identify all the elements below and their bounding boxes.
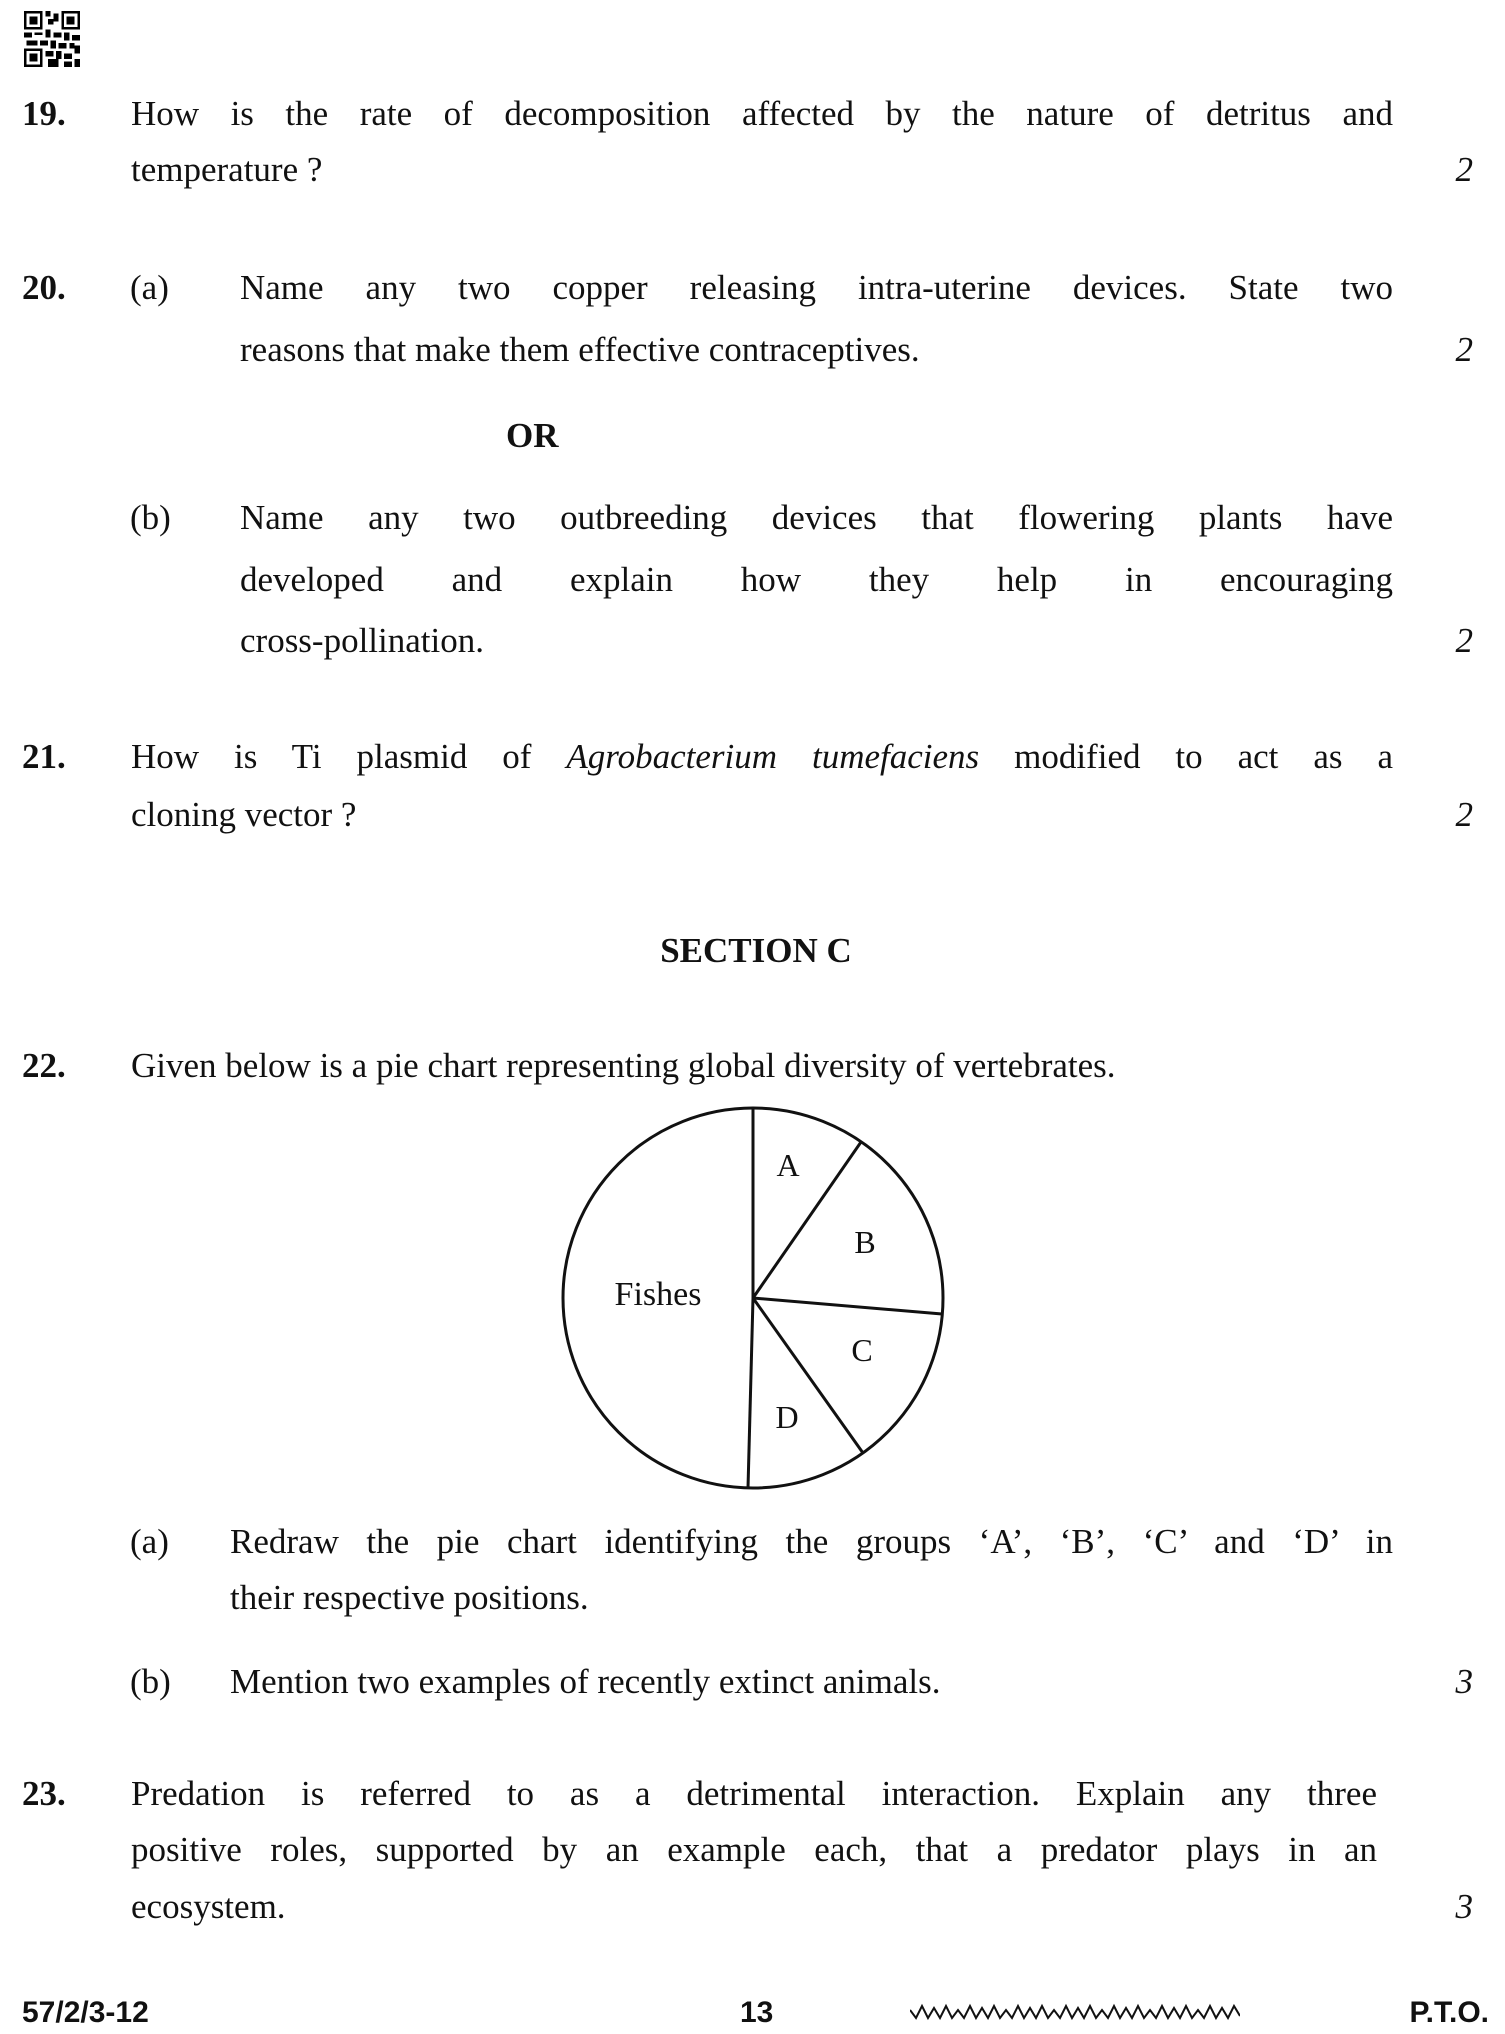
page-number: 13 [740, 1996, 774, 2029]
q20a-marks: 2 [1455, 330, 1473, 369]
q20b-marks: 2 [1455, 621, 1473, 660]
q23-line-3: ecosystem. [131, 1887, 286, 1926]
paper-code: 57/2/3-12 [22, 1996, 149, 2029]
q23-marks: 3 [1455, 1887, 1473, 1926]
q19-line-1: How is the rate of decomposition affected by the nature of detritus and [131, 94, 1393, 133]
q19-line-2: temperature ? [131, 150, 323, 189]
qr-code-icon [24, 10, 80, 68]
q23-line-2: positive roles, supported by an example each, that a predator plays in an [131, 1830, 1377, 1869]
q23-line-1: Predation is referred to as a detrimental interaction. Explain any three [131, 1774, 1377, 1813]
q20a-label: (a) [130, 268, 169, 307]
species-name: Agrobacterium tumefaciens [566, 737, 980, 776]
q21-line-1: How is Ti plasmid of Agrobacterium tumefaciens modified to act as a [131, 737, 1393, 776]
q22a-label: (a) [130, 1522, 169, 1561]
q20b-line-3: cross-pollination. [240, 621, 484, 660]
slice-label-c: C [851, 1332, 873, 1368]
slice-label-fishes: Fishes [614, 1276, 702, 1313]
q20a-line-2: reasons that make them effective contraceptives. [240, 330, 920, 369]
vertebrate-diversity-pie-chart [553, 1098, 953, 1498]
q22a-line-1: Redraw the pie chart identifying the groups ‘A’, ‘B’, ‘C’ and ‘D’ in [230, 1522, 1393, 1561]
q20b-line-2: developed and explain how they help in encouraging [240, 560, 1393, 599]
section-heading: SECTION C [660, 931, 852, 970]
question-number-19: 19. [22, 94, 66, 133]
q22b-label: (b) [130, 1662, 171, 1701]
q22a-line-2: their respective positions. [230, 1578, 589, 1617]
q22b-text: Mention two examples of recently extinct animals. [230, 1662, 941, 1701]
q20b-line-1: Name any two outbreeding devices that flowering plants have [240, 498, 1393, 537]
question-number-21: 21. [22, 737, 66, 776]
question-number-22: 22. [22, 1046, 66, 1085]
q20b-label: (b) [130, 498, 171, 537]
q19-marks: 2 [1455, 150, 1473, 189]
wavy-line-decoration [910, 2002, 1240, 2022]
please-turn-over: P.T.O. [1409, 1996, 1489, 2029]
question-number-20: 20. [22, 268, 66, 307]
q22-marks: 3 [1455, 1662, 1473, 1701]
slice-label-d: D [775, 1399, 799, 1435]
slice-label-b: B [854, 1224, 876, 1260]
q20a-line-1: Name any two copper releasing intra-uterine devices. State two [240, 268, 1393, 307]
question-number-23: 23. [22, 1774, 66, 1813]
q21-line-2: cloning vector ? [131, 795, 357, 834]
q21-marks: 2 [1455, 795, 1473, 834]
q22-intro: Given below is a pie chart representing global diversity of vertebrates. [131, 1046, 1116, 1085]
or-separator: OR [506, 416, 559, 455]
slice-label-a: A [776, 1147, 800, 1183]
